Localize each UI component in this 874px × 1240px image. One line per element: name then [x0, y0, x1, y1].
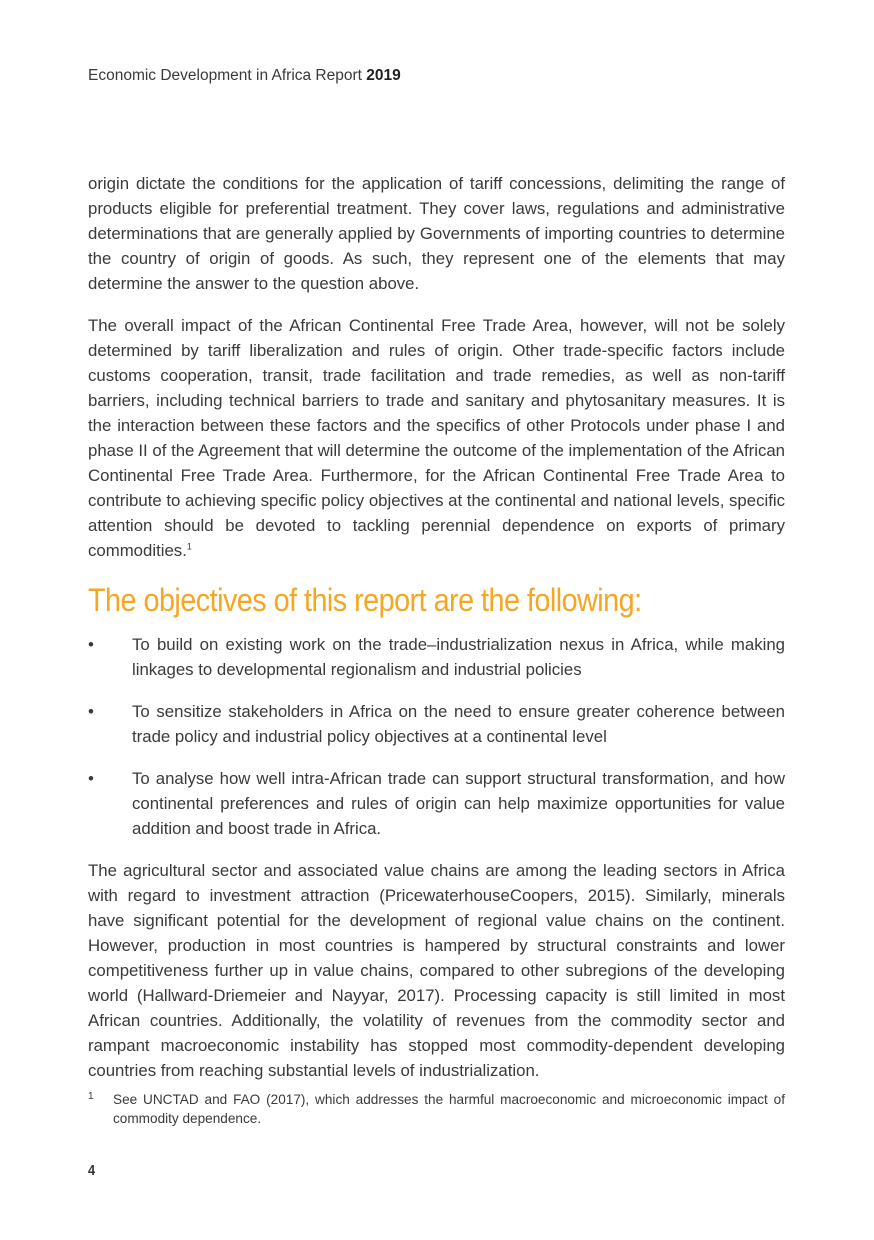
- list-item: [88, 632, 785, 682]
- page-content: [88, 171, 785, 1083]
- list-item-text: To sensitize stakeholders in Africa on the need to ensure greater coherence between trade policy and industrial policy objectives at a continental level: [132, 702, 785, 746]
- list-item: [88, 699, 785, 749]
- paragraph-overall-impact-text: The overall impact of the African Continental Free Trade Area, however, will not be solely determined by tariff liberalization and rules of origin. Other trade-specific factors include customs cooperation, transit, trade facilitation and trade remedies, as well as non-tariff barriers, including technical barriers to trade and sanitary and phytosanitary measures. It is the interaction between these factors and the specifics of other Protocols under phase I and phase II of the Agreement that will determine the outcome of the implementation of the African Continental Free Trade Area. Furthermore, for the African Continental Free Trade Area to contribute to achieving specific policy objectives at the continental and national levels, specific attention should be devoted to tackling perennial dependence on exports of primary commodities.: [88, 316, 785, 560]
- bullet-icon: •: [88, 769, 94, 788]
- section-heading: The objectives of this report are the following:: [88, 582, 642, 618]
- running-header: [88, 67, 401, 85]
- list-item-text: To analyse how well intra-African trade can support structural transformation, and how continental preferences and rules of origin can help maximize opportunities for value addition and boost trade in Africa.: [132, 769, 785, 838]
- paragraph-overall-impact: [88, 313, 785, 563]
- footnote-text: See UNCTAD and FAO (2017), which addresses the harmful macroeconomic and microeconomic impact of commodity dependence.: [113, 1092, 785, 1126]
- objectives-list: [88, 632, 785, 841]
- footnote-reference[interactable]: 1: [186, 541, 192, 552]
- paragraph-rules-of-origin: origin dictate the conditions for the application of tariff concessions, delimiting the range of products eligible for preferential treatment. They cover laws, regulations and administrative determinations that are generally applied by Governments of importing countries to determine the country of origin of goods. As such, they represent one of the elements that may determine the answer to the question above.: [88, 174, 785, 293]
- footnote: [88, 1090, 785, 1128]
- bullet-icon: •: [88, 702, 94, 721]
- paragraph-agricultural-sector: The agricultural sector and associated value chains are among the leading sectors in Africa with regard to investment attraction (PricewaterhouseCoopers, 2015). Similarly, minerals have significant potential for the development of regional value chains on the continent. However, production in most countries is hampered by structural constraints and lower competitiveness further up in value chains, compared to other subregions of the developing world (Hallward-Driemeier and Nayyar, 2017). Processing capacity is still limited in most African countries. Additionally, the volatility of revenues from the commodity sector and rampant macroeconomic instability has stopped most commodity-dependent developing countries from reaching substantial levels of industrialization.: [88, 861, 785, 1080]
- report-title: Economic Development in Africa Report: [88, 67, 362, 84]
- footnote-number: 1: [88, 1091, 94, 1102]
- page-number: 4: [88, 1162, 96, 1179]
- report-year: 2019: [366, 67, 401, 84]
- list-item: [88, 766, 785, 841]
- list-item-text: To build on existing work on the trade–industrialization nexus in Africa, while making linkages to developmental regionalism and industrial policies: [132, 635, 785, 679]
- bullet-icon: •: [88, 635, 94, 654]
